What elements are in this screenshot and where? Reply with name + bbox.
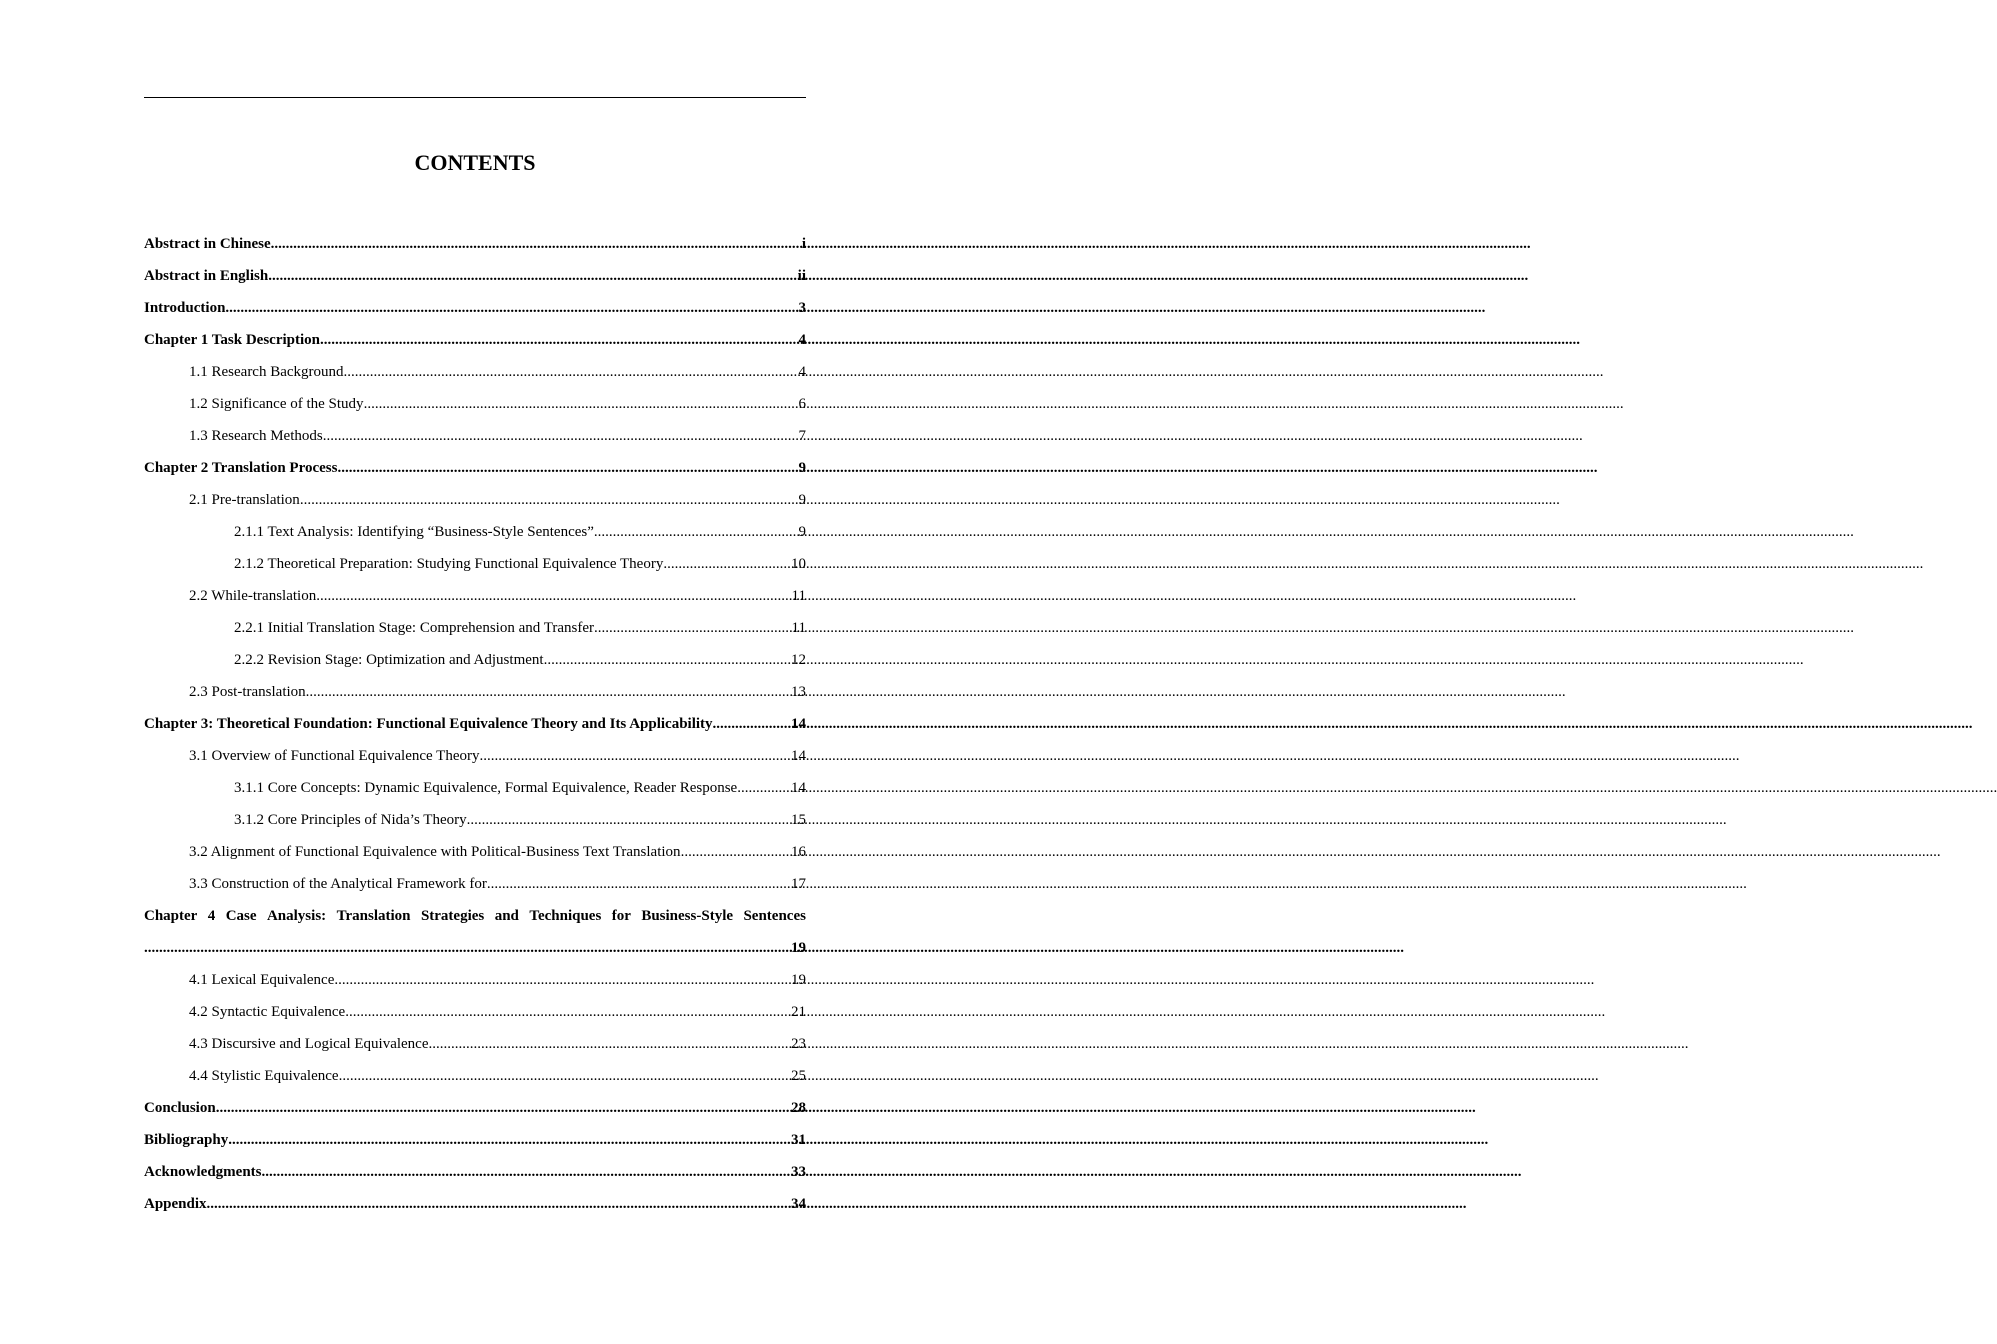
dot-leader bbox=[487, 868, 791, 900]
toc-entry[interactable] bbox=[144, 260, 806, 292]
toc-entry-label: 1.3 Research Methods bbox=[189, 428, 323, 444]
toc-entry-label bbox=[144, 900, 806, 932]
toc-entry-word: for bbox=[611, 908, 631, 924]
dot-leader bbox=[271, 228, 802, 260]
toc-entry[interactable] bbox=[144, 324, 806, 356]
toc-entry[interactable] bbox=[144, 452, 806, 484]
toc-entry-label: 1.2 Significance of the Study bbox=[189, 396, 364, 412]
toc-entry-page: 15 bbox=[791, 812, 806, 828]
page-title: CONTENTS bbox=[414, 150, 536, 175]
toc-entry-page: 21 bbox=[791, 1004, 806, 1020]
dot-leader bbox=[594, 612, 792, 644]
toc-entry-label: Bibliography bbox=[144, 1132, 229, 1148]
toc-entry-page: 14 bbox=[791, 780, 806, 796]
toc-entry-word: Case bbox=[225, 908, 257, 924]
toc-entry-page: 7 bbox=[798, 428, 806, 444]
dot-leader bbox=[268, 260, 797, 292]
toc-entry-page: 4 bbox=[798, 332, 806, 348]
toc-entry-word: Techniques bbox=[529, 908, 602, 924]
dot-leader bbox=[345, 996, 791, 1028]
toc-entry-label: 3.1 Overview of Functional Equivalence Theory bbox=[189, 748, 480, 764]
toc-entry[interactable] bbox=[144, 868, 806, 900]
dot-leader bbox=[300, 484, 799, 516]
toc-entry-label: 4.2 Syntactic Equivalence bbox=[189, 1004, 346, 1020]
toc-entry[interactable] bbox=[144, 228, 806, 260]
toc-entry-word: Analysis: bbox=[266, 908, 327, 924]
toc-entry-page: ii bbox=[797, 268, 806, 284]
toc-entry-page: 11 bbox=[791, 620, 806, 636]
toc-entry-word: Translation bbox=[336, 908, 411, 924]
toc-entry[interactable] bbox=[144, 1124, 806, 1156]
toc-entry-label: Introduction bbox=[144, 300, 226, 316]
toc-entry-page: 34 bbox=[791, 1196, 806, 1212]
dot-leader bbox=[429, 1028, 791, 1060]
toc-entry-word: and bbox=[494, 908, 519, 924]
toc-entry-label: 3.3 Construction of the Analytical Framework for bbox=[189, 876, 487, 892]
dot-leader bbox=[681, 836, 791, 868]
toc-entry-page: 10 bbox=[791, 556, 806, 572]
dot-leader bbox=[479, 740, 791, 772]
toc-entry-page: 4 bbox=[798, 364, 806, 380]
toc-entry-page: 19 bbox=[791, 940, 806, 956]
toc-entry-chapter-4-title[interactable] bbox=[144, 900, 806, 932]
toc-entry-label: Acknowledgments bbox=[144, 1164, 262, 1180]
toc-entry[interactable] bbox=[144, 804, 806, 836]
toc-entry-label: Chapter 3: Theoretical Foundation: Functional Equivalence Theory and Its Applicability bbox=[144, 716, 713, 732]
toc-entry-word: Sentences bbox=[743, 908, 806, 924]
toc-entry[interactable] bbox=[144, 580, 806, 612]
toc-entry-page: 9 bbox=[798, 492, 806, 508]
toc-entries-chapter-4-onward bbox=[144, 964, 806, 1220]
toc-entry-page: 16 bbox=[791, 844, 806, 860]
toc-entry[interactable] bbox=[144, 996, 806, 1028]
toc-entry[interactable] bbox=[144, 964, 806, 996]
dot-leader bbox=[207, 1188, 791, 1220]
toc-entry-label: 2.1.1 Text Analysis: Identifying “Business-Style Sentences” bbox=[234, 524, 594, 540]
dot-leader bbox=[316, 580, 791, 612]
toc-entry-page: 13 bbox=[791, 684, 806, 700]
toc-entry[interactable] bbox=[144, 1188, 806, 1220]
toc-entry-label: Chapter 2 Translation Process bbox=[144, 460, 338, 476]
toc-entry-page: 9 bbox=[798, 460, 806, 476]
dot-leader bbox=[337, 452, 798, 484]
toc-entry[interactable] bbox=[144, 516, 806, 548]
toc-entry-page: 14 bbox=[791, 716, 806, 732]
toc-entry-page: 28 bbox=[791, 1100, 806, 1116]
toc-entry-label: 2.1.2 Theoretical Preparation: Studying Functional Equivalence Theory bbox=[234, 556, 664, 572]
toc-entry-page: 31 bbox=[791, 1132, 806, 1148]
toc-entry-page: 23 bbox=[791, 1036, 806, 1052]
dot-leader bbox=[544, 644, 791, 676]
dot-leader bbox=[225, 292, 798, 324]
toc-entries-chapters-1-3 bbox=[144, 228, 806, 900]
toc-entry-label: Abstract in Chinese bbox=[144, 236, 271, 252]
dot-leader bbox=[467, 804, 791, 836]
dot-leader bbox=[339, 1060, 791, 1092]
toc-entry-word: Chapter bbox=[144, 908, 198, 924]
toc-entry-label: Abstract in English bbox=[144, 268, 269, 284]
toc-entry[interactable] bbox=[144, 420, 806, 452]
toc-entry[interactable] bbox=[144, 644, 806, 676]
toc-entry-label: 2.2 While-translation bbox=[189, 588, 317, 604]
toc-entry-label: 4.3 Discursive and Logical Equivalence bbox=[189, 1036, 429, 1052]
dot-leader bbox=[344, 356, 799, 388]
toc-entry-label: 2.1 Pre-translation bbox=[189, 492, 300, 508]
dot-leader bbox=[323, 420, 799, 452]
dot-leader bbox=[306, 676, 791, 708]
toc-entry[interactable] bbox=[144, 708, 806, 740]
toc-entry[interactable] bbox=[144, 356, 806, 388]
toc-entry-label: 3.1.2 Core Principles of Nida’s Theory bbox=[234, 812, 467, 828]
dot-leader bbox=[228, 1124, 791, 1156]
toc-entry[interactable] bbox=[144, 292, 806, 324]
toc-entry-page: 14 bbox=[791, 748, 806, 764]
dot-leader bbox=[334, 964, 791, 996]
toc-entry[interactable] bbox=[144, 836, 806, 868]
toc-entry-label: 4.4 Stylistic Equivalence bbox=[189, 1068, 339, 1084]
toc-entry-page: 33 bbox=[791, 1164, 806, 1180]
toc-entry-page: 25 bbox=[791, 1068, 806, 1084]
header-rule bbox=[144, 97, 806, 98]
dot-leader bbox=[364, 388, 799, 420]
toc-entry-word: Business-Style bbox=[641, 908, 734, 924]
toc-entry[interactable] bbox=[144, 548, 806, 580]
toc-entry-label: 3.2 Alignment of Functional Equivalence with Political-Business Text Translation bbox=[189, 844, 681, 860]
dot-leader bbox=[144, 932, 791, 964]
dot-leader bbox=[594, 516, 799, 548]
toc-entry[interactable] bbox=[144, 676, 806, 708]
toc-entry[interactable] bbox=[144, 1028, 806, 1060]
dot-leader bbox=[216, 1092, 791, 1124]
toc-entry-label: 1.1 Research Background bbox=[189, 364, 344, 380]
table-of-contents bbox=[144, 228, 806, 1220]
toc-entry-page: i bbox=[801, 236, 806, 252]
toc-entry[interactable] bbox=[144, 1156, 806, 1188]
toc-entry-page: 17 bbox=[791, 876, 806, 892]
dot-leader bbox=[262, 1156, 791, 1188]
toc-entry-chapter-4-leader[interactable] bbox=[144, 932, 806, 964]
toc-entry[interactable] bbox=[144, 772, 806, 804]
toc-entry-page: 19 bbox=[791, 972, 806, 988]
dot-leader bbox=[663, 548, 791, 580]
toc-entry-label: Appendix bbox=[144, 1196, 207, 1212]
toc-entry-page: 11 bbox=[791, 588, 806, 604]
toc-entry-label: 4.1 Lexical Equivalence bbox=[189, 972, 335, 988]
dot-leader bbox=[320, 324, 798, 356]
toc-entry[interactable] bbox=[144, 388, 806, 420]
toc-entry[interactable] bbox=[144, 740, 806, 772]
toc-entry-label: 2.3 Post-translation bbox=[189, 684, 306, 700]
dot-leader bbox=[737, 772, 791, 804]
toc-entry-label: Conclusion bbox=[144, 1100, 216, 1116]
toc-entry-page: 9 bbox=[798, 524, 806, 540]
toc-entry-word: 4 bbox=[207, 908, 216, 924]
toc-entry-label: Chapter 1 Task Description bbox=[144, 332, 321, 348]
toc-entry-page: 12 bbox=[791, 652, 806, 668]
toc-entry-page: 6 bbox=[798, 396, 806, 412]
toc-entry[interactable] bbox=[144, 1060, 806, 1092]
toc-entry-page: 3 bbox=[798, 300, 806, 316]
toc-entry[interactable] bbox=[144, 612, 806, 644]
toc-entry-label: 2.2.1 Initial Translation Stage: Comprehension and Transfer bbox=[234, 620, 594, 636]
toc-entry-label: 3.1.1 Core Concepts: Dynamic Equivalence, Formal Equivalence, Reader Response bbox=[234, 780, 738, 796]
toc-entry[interactable] bbox=[144, 1092, 806, 1124]
toc-entry-word: Strategies bbox=[420, 908, 485, 924]
toc-entry[interactable] bbox=[144, 484, 806, 516]
dot-leader bbox=[713, 708, 791, 740]
toc-entry-label: 2.2.2 Revision Stage: Optimization and Adjustment bbox=[234, 652, 544, 668]
